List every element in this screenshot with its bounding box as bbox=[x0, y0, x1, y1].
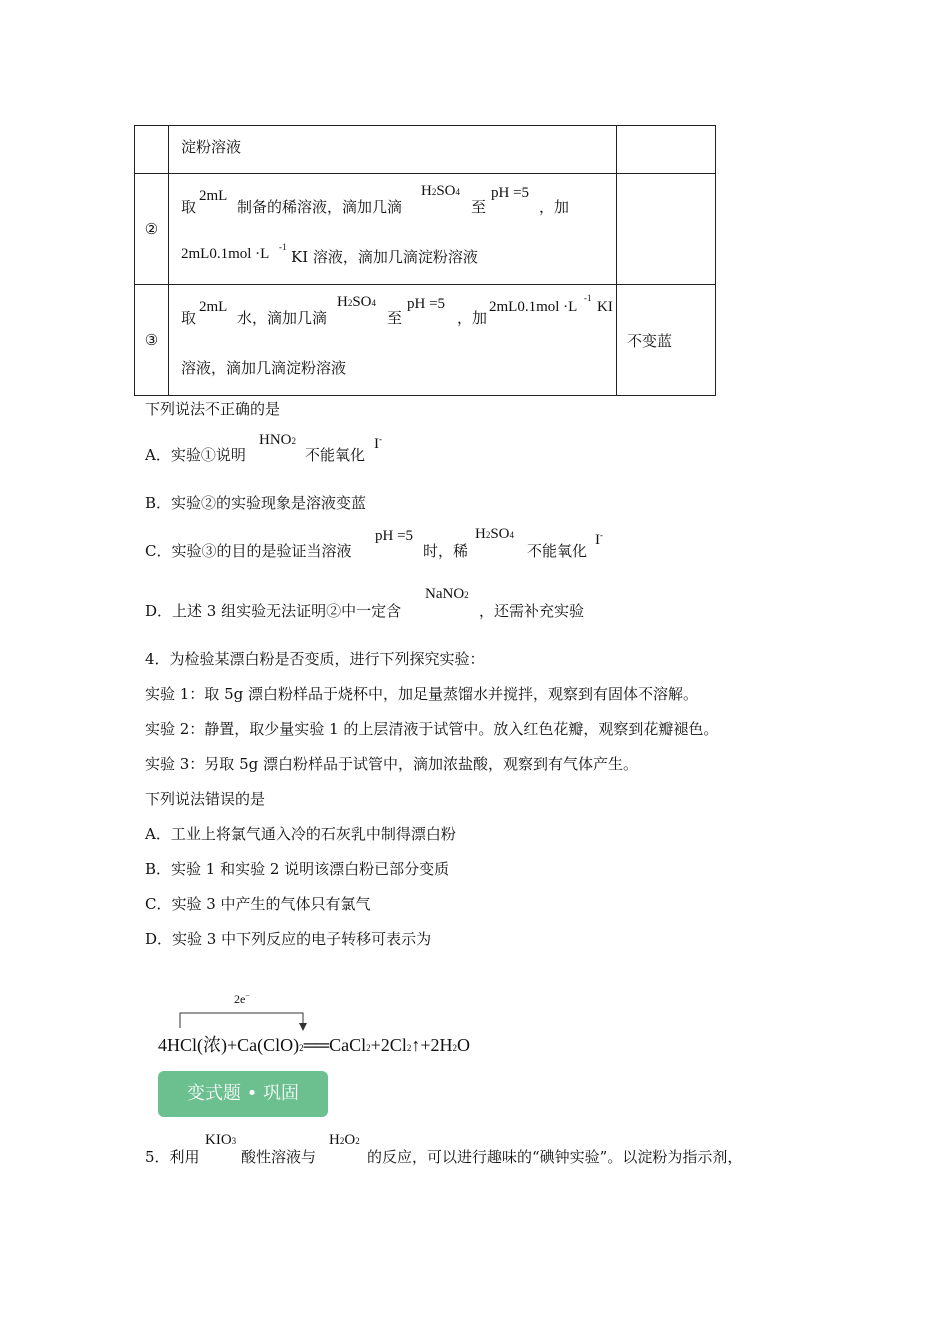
superscript: -1 bbox=[279, 242, 287, 252]
formula: 2mL bbox=[199, 188, 228, 204]
table-text: KI 溶液，滴加几滴淀粉溶液 bbox=[291, 248, 478, 266]
equation-text: 4HCl(浓)+Ca(ClO)2══CaCl2+2Cl2↑+2H2O bbox=[158, 1035, 470, 1055]
superscript: -1 bbox=[584, 293, 592, 303]
table-text: 取 bbox=[181, 198, 197, 216]
section-badge: 变式题 • 巩固 bbox=[158, 1071, 328, 1117]
table-text: 至 bbox=[387, 309, 403, 327]
formula: pH =5 bbox=[491, 185, 530, 201]
option-b: B．实验②的实验现象是溶液变蓝 bbox=[145, 494, 367, 512]
question-stem: 下列说法不正确的是 bbox=[145, 400, 281, 418]
formula-h2so4: H2SO4 bbox=[421, 183, 461, 199]
formula: 2mL0.1mol ·L bbox=[181, 246, 270, 262]
formula: KI bbox=[597, 299, 613, 315]
row-content-cell bbox=[169, 126, 617, 174]
table-text: 溶液，滴加几滴淀粉溶液 bbox=[181, 359, 347, 377]
formula: 2mL0.1mol ·L bbox=[489, 299, 578, 315]
row-number: ③ bbox=[144, 331, 159, 349]
row-number-cell bbox=[135, 174, 169, 285]
table-text: 淀粉溶液 bbox=[181, 138, 242, 156]
experiment-2: 实验 2：静置，取少量实验 1 的上层清液于试管中。放入红色花瓣，观察到花瓣褪色。 bbox=[145, 720, 719, 738]
row-number: ② bbox=[144, 220, 159, 238]
table-text: 取 bbox=[181, 309, 197, 327]
table-text: 水，滴加几滴 bbox=[237, 309, 328, 327]
table-text: ，加 bbox=[539, 198, 570, 216]
option-c: C．实验 3 中产生的气体只有氯气 bbox=[145, 895, 371, 913]
row-number-cell bbox=[135, 285, 169, 396]
formula-h2so4: H2SO4 bbox=[337, 294, 377, 310]
table-text: 至 bbox=[471, 198, 487, 216]
option-a: A．工业上将氯气通入冷的石灰乳中制得漂白粉 bbox=[145, 825, 456, 843]
table-text: ，加 bbox=[457, 309, 488, 327]
option-b: B．实验 1 和实验 2 说明该漂白粉已部分变质 bbox=[145, 860, 450, 878]
formula: pH =5 bbox=[407, 296, 446, 312]
formula: 2mL bbox=[199, 299, 228, 315]
result-text: 不变蓝 bbox=[627, 331, 673, 350]
row-result-cell bbox=[617, 126, 716, 174]
row-result-cell bbox=[617, 285, 716, 396]
experiment-3: 实验 3：另取 5g 漂白粉样品于试管中，滴加浓盐酸，观察到有气体产生。 bbox=[145, 755, 638, 773]
row-content-cell bbox=[169, 285, 617, 396]
question-stem: 下列说法错误的是 bbox=[145, 790, 266, 808]
electron-label: 2e− bbox=[234, 991, 250, 1006]
row-content-cell bbox=[169, 174, 617, 285]
question-4-title: 4．为检验某漂白粉是否变质，进行下列探究实验： bbox=[145, 650, 485, 668]
electron-transfer-equation bbox=[158, 988, 578, 1058]
experiment-1: 实验 1：取 5g 漂白粉样品于烧杯中，加足量蒸馏水并搅拌，观察到有固体不溶解。 bbox=[145, 685, 698, 703]
option-d: D．实验 3 中下列反应的电子转移可表示为 bbox=[145, 930, 432, 948]
row-result-cell bbox=[617, 174, 716, 285]
row-number-cell bbox=[135, 126, 169, 174]
experiment-table bbox=[134, 125, 716, 396]
table-text: 制备的稀溶液，滴加几滴 bbox=[237, 198, 403, 216]
